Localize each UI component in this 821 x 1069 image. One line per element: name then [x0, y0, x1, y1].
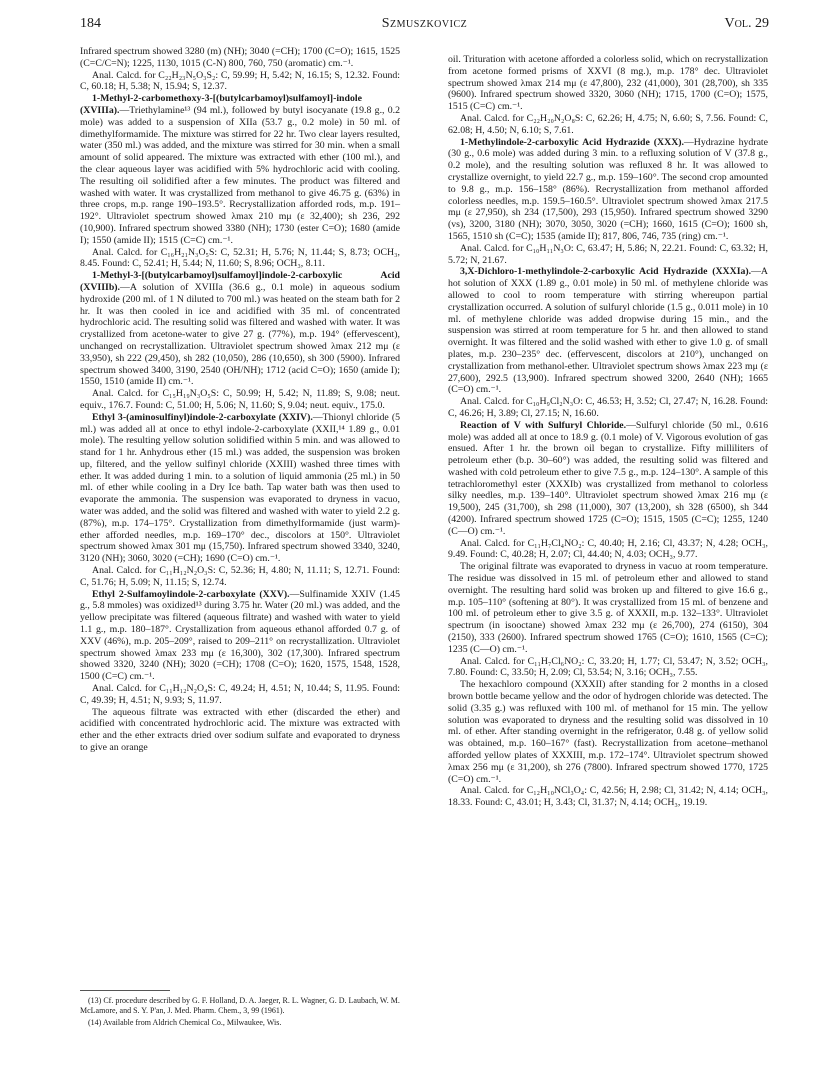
paragraph: [448, 54, 768, 113]
paragraph-text: The original filtrate was evaporated to dryness in vacuo at room temperature. The residue was dissolved in 15 ml. of petroleum ether and allowed to stand overnight. The resulting hard solid was broken up and filtered to give 16.6 g., m.p. 105–110° (softening at 80°). It was crystallized from 15 ml. of benzene and 100 ml. of petroleum ether to give 3.5 g. of XXXII, m.p. 132–133°. Ultraviolet spectrum (in isooctane) showed λmax 232 mμ (ε 26,700), 274 (6150), 304 (2150), 333 (2600). Infrared spectrum showed 1765 (C=O); 1610, 1565 (C=C); 1235 (C—O) cm.⁻¹.: [448, 561, 768, 655]
paragraph-text: Anal. Calcd. for C₁₀H₁₁N₃O: C, 63.47; H, 5.86; N, 22.21. Found: C, 63.32; H, 5.72; N, 21.67.: [448, 242, 768, 266]
paragraph: [80, 707, 400, 754]
section-heading: 1-Methylindole-2-carboxylic Acid Hydrazide (XXX).: [460, 136, 684, 148]
section-heading: Ethyl 3-(aminosulfinyl)indole-2-carboxylate (XXIV).: [92, 411, 313, 423]
paragraph-text: oil. Trituration with acetone afforded a colorless solid, which on recrystallization from acetone formed prisms of XXVI (8 mg.), m.p. 178° dec. Ultraviolet spectrum showed λmax 214 mμ (ε 47,800), 232 (41,000), 301 (28,700), sh 335 (9600). Infrared spectrum showed 3320, 3060 (NH); 1715, 1700 (C=O); 1575, 1515 (C=C) cm.⁻¹.: [448, 54, 768, 113]
footnote-rule: [80, 990, 170, 991]
paragraph-text: —A solution of XVIIIa (36.6 g., 0.1 mole) in aqueous sodium hydroxide (200 ml. of 1 N diluted to 700 ml.) was heated on the steam bath for 2 hr. It was then cooled in ice and acidified with 35 ml. of concentrated hydrochloric acid. The resulting solid was filtered and washed with water. It was crystallized from acetone-water to give 27 g. (77%), m.p. 194° (effervescent), unchanged on recrystallization. Ultraviolet spectrum showed λmax 212 mμ (ε 33,950), sh 222 (29,450), sh 282 (10,050), 286 (10,650), sh 300 (5900). Infrared spectrum showed 3400, 3190, 2540 (OH/NH); 1712 (acid C=O); 1650 (amide I); 1550, 1510 (amide II) cm.⁻¹.: [80, 281, 400, 388]
paragraph-text: Anal. Calcd. for C₁₁H₁₂N₂O₄S: C, 49.24; H, 4.51; N, 10.44; S, 11.95. Found: C, 49.39; H, 4.51; N, 9.93; S, 11.97.: [80, 683, 400, 706]
volume-label: Vol. 29: [724, 16, 769, 31]
paragraph-text: Anal. Calcd. for C₁₂H₁₀NCl₃O₄: C, 42.56; H, 2.98; Cl, 31.42; N, 4.14; OCH₃, 18.33. Found: C, 43.01; H, 3.43; Cl, 31.37; N, 4.14; OCH₃, 19.19.: [448, 785, 768, 809]
paragraph: [448, 538, 768, 562]
paragraph: [448, 266, 768, 396]
paragraph: [448, 656, 768, 680]
paragraph-text: Anal. Calcd. for C₁₀H₉Cl₂N₃O: C, 46.53; H, 3.52; Cl, 27.47; N, 16.28. Found: C, 46.26; H, 3.89; Cl, 27.15; N, 16.60.: [448, 396, 768, 419]
left-column: [80, 46, 400, 754]
paragraph-text: Anal. Calcd. for C₁₁H₇Cl₆NO₂: C, 33.20; H, 1.77; Cl, 53.47; N, 3.52; OCH₃, 7.80. Found: C, 33.50; H, 2.09; Cl, 53.54; N, 3.16; OCH₃, 7.55.: [448, 655, 768, 679]
paragraph-text: Anal. Calcd. for C₁₁H₁₂N₂O₃S: C, 52.36; H, 4.80; N, 11.11; S, 12.71. Found: C, 51.76; H, 5.09; N, 11.15; S, 12.74.: [80, 565, 400, 588]
footnote: (13) Cf. procedure described by G. F. Holland, D. A. Jaeger, R. L. Wagner, G. D. Laubach, W. M. McLamore, and S. Y. P'an, J. Med. Pharm. Chem., 3, 99 (1961).: [80, 996, 400, 1015]
section-heading: Ethyl 2-Sulfamoylindole-2-carboxylate (XXV).: [92, 588, 290, 600]
paragraph-text: The hexachloro compound (XXXII) after standing for 2 months in a closed brown bottle became yellow and the odor of hydrogen chloride was detected. The solid (3.35 g.) was refluxed with 100 ml. of methanol for 15 min. The yellow solution was evaporated to dryness and the resulting solid was dissolved in 10 ml. of ether. After standing overnight in the refrigerator, 0.48 g. of yellow solid was obtained, m.p. 160–167° (fast). Recrystallization from acetone–methanol afforded yellow plates of XXXIII, m.p. 172–174°. Ultraviolet spectrum showed λmax 256 mμ (ε 31,200), sh 276 (7800). Infrared spectrum showed 1770, 1725 (C=O) cm.⁻¹.: [448, 679, 769, 785]
paragraph-text: The aqueous filtrate was extracted with ether (discarded the ether) and acidified with concentrated hydrochloric acid. The mixture was extracted with ether and the ether extracts dried over sodium sulfate and evaporated to dryness to give an orange: [80, 706, 400, 754]
paragraph-text: —Triethylamine¹³ (94 ml.), followed by butyl isocyanate (19.8 g., 0.2 mole) was added to a suspension of XIIa (53.7 g., 0.2 mole) in 50 ml. of dimethylformamide. The mixture was stirred for 22 hr. Two clear layers resulted, water (350 ml.) was added, and the mixture was stirred for 30 min. when a small amount of solid appeared. The mixture was extracted with ether (100 ml.), and the clear aqueous layer was acidified with 5% hydrochloric acid with cooling. The resulting oil solidified after a few minutes. The product was filtered and washed with water. It was crystallized from methanol to give 46.75 g. (63%) in three crops, m.p. range 190–193.5°. Recrystallization afforded rods, m.p. 191–192°. Ultraviolet spectrum showed λmax 210 mμ (ε 32,400); sh 236, 292 (10,900). Infrared spectrum showed 3380 (NH); 1730 (ester C=O); 1680 (amide I); 1550 (amide II); 1515 (C=C) cm.⁻¹.: [80, 104, 400, 246]
paragraph: [80, 589, 400, 683]
right-column: [448, 54, 768, 809]
paragraph: [80, 388, 400, 412]
paragraph: [448, 243, 768, 267]
paragraph: [80, 70, 400, 94]
paragraph: [448, 396, 768, 420]
paragraph-text: —A hot solution of XXX (1.89 g., 0.01 mole) in 50 ml. of methylene chloride was allowed to cool to room temperature with stirring whereupon partial crystallization occurred. A solution of sulfuryl chloride (1.5 g., 0.011 mole) in 10 ml. of methylene chloride was added dropwise during 15 min., and the suspension was stirred at room temperature for 5 hr. and then allowed to stand overnight. It was filtered and the solid washed with ether to give 1.0 g. of small plates, m.p. 230–235° dec. (effervescent, discolors at 210°), unchanged on crystallization from methanol-ether. Ultraviolet spectrum shows λmax 223 mμ (ε 27,600), 292.5 (13,900). Infrared spectrum showed 3200, 2640 (NH); 1665 (C=O) cm.⁻¹.: [448, 266, 768, 396]
paragraph-text: Anal. Calcd. for C₁₁H₇Cl₄NO₂: C, 40.40; H, 2.16; Cl, 43.37; N, 4.28; OCH₃, 9.49. Found: C, 40.28; H, 2.07; Cl, 44.40; N, 4.03; OCH₃, 9.77.: [448, 537, 768, 561]
paragraph-text: Anal. Calcd. for C₂₂H₂₀N₂O₈S: C, 62.26; H, 4.75; N, 6.60; S, 7.56. Found: C, 62.08; H, 4.50; N, 6.10; S, 7.61.: [448, 112, 768, 136]
paragraph-text: —Hydrazine hydrate (30 g., 0.6 mole) was added during 3 min. to a refluxing solution of V (37.8 g., 0.2 mole), and the resulting solution was refluxed 8 hr. It was allowed to crystallize overnight, to yield 22.7 g., m.p. 159–160°. The second crop amounted to 9.8 g., m.p. 156–158° (86%). Recrystallization from methanol afforded colorless needles, m.p. 159.5–160.5°. Ultraviolet spectrum showed λmax 217.5 mμ (ε 27,950), sh 234 (17,500), 293 (15,950). Infrared spectrum showed 3290 (vs), 3200, 3180 (NH); 3070, 3050, 3020 (=CH); 1660, 1615 (C=O); 1600 sh, 1565, 1510 sh (C=C); 1535 (amide II); 817, 806, 746, 735 (ring) cm.⁻¹.: [448, 136, 768, 242]
paragraph: [80, 412, 400, 565]
paragraph-text: —Sulfinamide XXIV (1.45 g., 5.8 mmoles) was oxidized¹³ during 3.75 hr. Water (20 ml.) was added, and the yellow precipitate was filtered (aqueous filtrate) and washed with water to yield 1.1 g., m.p. 180–187°. Crystallization from aqueous ethanol afforded 0.7 g. of XXV (46%), m.p. 205–209°, raised to 209–211° on recrystallization. Ultraviolet spectrum showed λmax 233 mμ (ε 16,300), 302 (17,300). Infrared spectrum showed 3320, 3240 (NH); 3020 (=CH); 1708 (C=O); 1620, 1575, 1548, 1528, 1500 (C=C) cm.⁻¹.: [80, 588, 400, 683]
paragraph-text: Anal. Calcd. for C₁₅H₁₉N₃O₅S: C, 50.99; H, 5.42; N, 11.89; S, 9.08; neut. equiv., 176.7. Found: C, 51.00; H, 5.06; N, 11.60; S, 9.04; neut. equiv., 175.0.: [80, 388, 400, 411]
paragraph-text: Anal. Calcd. for C₁₆H₂₁N₃O₅S: C, 52.31; H, 5.76; N, 11.44; S, 8.73; OCH₃, 8.45. Found: C, 52.41; H, 5.44; N, 11.60; S, 8.96; OCH₃, 8.11.: [80, 246, 400, 270]
section-heading: 1-Methyl-3-[(butylcarbamoyl)sulfamoyl]indole-2-carboxylic Acid (XVIIIb).: [80, 270, 400, 293]
paragraph: [80, 683, 400, 707]
paragraph-text: —Sulfuryl chloride (50 ml., 0.616 mole) was added all at once to 18.9 g. (0.1 mole) of V. Vigorous evolution of gas ensued. After 1 hr. the brown oil began to crystallize. Fifty milliliters of petroleum ether (b.p. 30–60°) was added, the resulting solid was filtered and washed with cold petroleum ether to give 7.5 g., m.p. 124–130°. A sample of this tetrachloromethyl ester (XXXIb) was crystallized from methanol to colorless silky needles, m.p. 139–140°. Ultraviolet spectrum showed λmax 216 mμ (ε 19,500), 245 (31,700), sh 298 (11,000), 307 (13,200), sh 328 (6500), sh 344 (4200). Infrared spectrum showed 1725 (C=O); 1515, 1505 (C=C); 1255, 1240 (C—O) cm.⁻¹.: [448, 419, 768, 537]
paragraph: [448, 137, 768, 243]
page-header: [80, 16, 769, 36]
paragraph-text: Anal. Calcd. for C₂₂H₂₃N₅O₃S₂: C, 59.99; H, 5.42; N, 16.15; S, 12.32. Found: C, 60.18; H, 5.38; N, 15.94; S, 12.37.: [80, 69, 400, 93]
paragraph: [448, 113, 768, 137]
paragraph: [80, 565, 400, 589]
section-heading: 3,X-Dichloro-1-methylindole-2-carboxylic Acid Hydrazide (XXXIa).: [460, 266, 752, 278]
paragraph: [80, 247, 400, 271]
paragraph: [448, 420, 768, 538]
footnote: (14) Available from Aldrich Chemical Co., Milwaukee, Wis.: [88, 1018, 282, 1027]
section-heading: 1-Methyl-2-carbomethoxy-3-[(butylcarbamoyl)sulfamoyl]-indole (XVIIIa).: [80, 93, 362, 116]
paragraph: [80, 46, 400, 70]
paragraph-text: —Thionyl chloride (5 ml.) was added all at once to ethyl indole-2-carboxylate (XXII,¹⁴ 1.89 g., 0.01 mole). The resulting yellow solution solidified within 5 min. and was allowed to stand for 1 hr. Anhydrous ether (15 ml.) was added, the suspension was broken up, filtered, and the yellow sulfinyl chloride (XXIII) washed three times with ether. It was added during 1 min. to a solution of liquid ammonia (25 ml.) in 50 ml. of ether while cooling in a Dry Ice bath. Tap water bath was then used to evaporate the ammonia. The suspension was evaporated to dryness in vacuo, water was added, and the solid was filtered and washed with water to yield 2.2 g. (87%), m.p. 174–175°. Crystallization from dimethylformamide (just warm)-ether afforded needles, m.p. 169–170° dec., discolors at 150°. Ultraviolet spectrum showed λmax 301 mμ (15,750). Infrared spectrum showed 3340, 3240, 3120 (NH); 3060, 3020 (=CH); 1690 (C=O) cm.⁻¹.: [80, 411, 400, 565]
section-heading: Reaction of V with Sulfuryl Chloride.: [460, 419, 627, 431]
paragraph: [80, 93, 400, 246]
paragraph: [448, 785, 768, 809]
footnotes: [80, 996, 400, 1030]
paragraph: [448, 561, 768, 655]
running-author: Szmuszkovicz: [381, 16, 468, 31]
paragraph-text: Infrared spectrum showed 3280 (m) (NH); 3040 (=CH); 1700 (C=O); 1615, 1525 (C=C/C=N); 1225, 1130, 1015 (C-N) 800, 760, 750 (aromatic) cm.⁻¹.: [80, 46, 400, 69]
paragraph: [448, 679, 768, 785]
page-number: 184: [80, 16, 101, 31]
paragraph: [80, 270, 400, 388]
